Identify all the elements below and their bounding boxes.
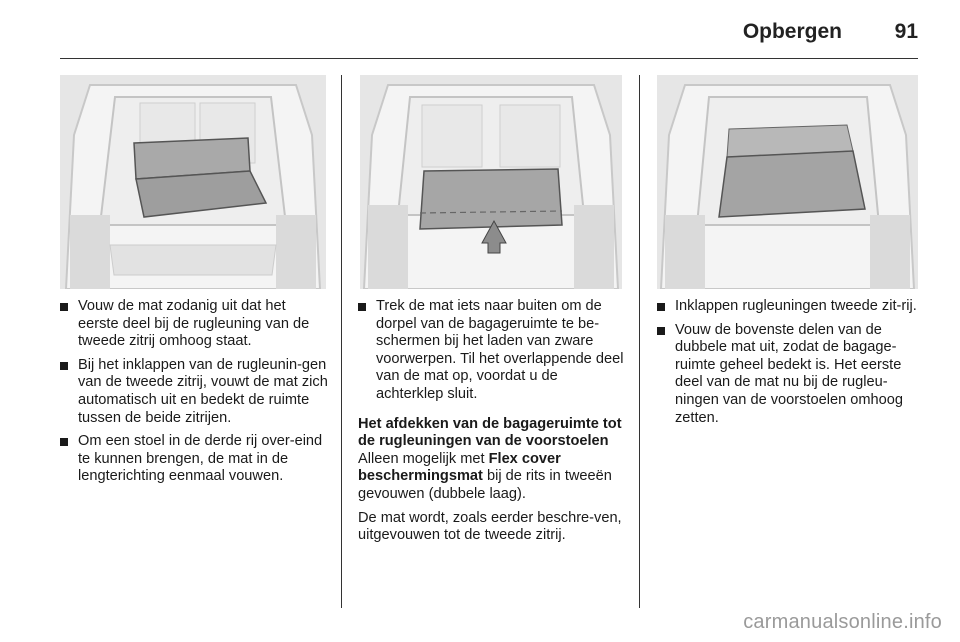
illustration-mat-upright (60, 75, 326, 289)
illustration-mat-full-cover (657, 75, 918, 289)
header-rule (60, 58, 918, 59)
paragraph: De mat wordt, zoals eerder beschre-ven, uitgevouwen tot de tweede zitrij. (358, 509, 622, 544)
bullet-square-icon (60, 362, 68, 370)
paragraph: Alleen mogelijk met Flex cover beschermingsmat bij de rits in tweeën gevouwen (dubbele laag). (358, 450, 612, 502)
page-number: 91 (894, 20, 918, 43)
section-heading: Het afdekken van de bagageruimte tot de rugleuningen van de voorstoelen (358, 415, 622, 450)
bullet-square-icon (358, 303, 366, 311)
text-column-2 (358, 298, 624, 551)
page-header (0, 0, 960, 60)
bullet-square-icon (60, 303, 68, 311)
product-name: Flex cover beschermingsmat (358, 450, 561, 485)
text-column-3 (657, 298, 921, 433)
column-divider-2 (639, 75, 640, 608)
list-item: Om een stoel in de derde rij over-eind te kunnen brengen, de mat in de lengterichting eenmaal vouwen. (60, 433, 328, 486)
list-item: Vouw de bovenste delen van de dubbele mat uit, zodat de bagage-ruimte geheel bedekt is. Het eerste deel van de mat nu bij de rugleu-ningen van de voorstoelen omhoog zetten. (657, 322, 921, 428)
illustration-mat-pulled-out (360, 75, 622, 289)
watermark: carmanualsonline.info (743, 611, 942, 633)
list-item: Trek de mat iets naar buiten om de dorpel van de bagageruimte te be-schermen bij het laden van zware voorwerpen. Til het overlappende deel van de mat op, voordat u de achterklep sluit. (358, 298, 624, 404)
list-item: Inklappen rugleuningen tweede zit-rij. (657, 298, 921, 316)
page-title: Opbergen (742, 20, 842, 43)
list-item: Vouw de mat zodanig uit dat het eerste deel bij de rugleuning van de tweede zitrij omhoog staat. (60, 298, 328, 351)
list-item: Bij het inklappen van de rugleunin-gen van de tweede zitrij, vouwt de mat zich automatisch uit en bedekt de ruimte tussen de beide zitrijen. (60, 357, 328, 427)
bullet-square-icon (657, 303, 665, 311)
column-divider-1 (341, 75, 342, 608)
text-column-1 (60, 298, 328, 492)
bullet-square-icon (60, 438, 68, 446)
bullet-square-icon (657, 327, 665, 335)
